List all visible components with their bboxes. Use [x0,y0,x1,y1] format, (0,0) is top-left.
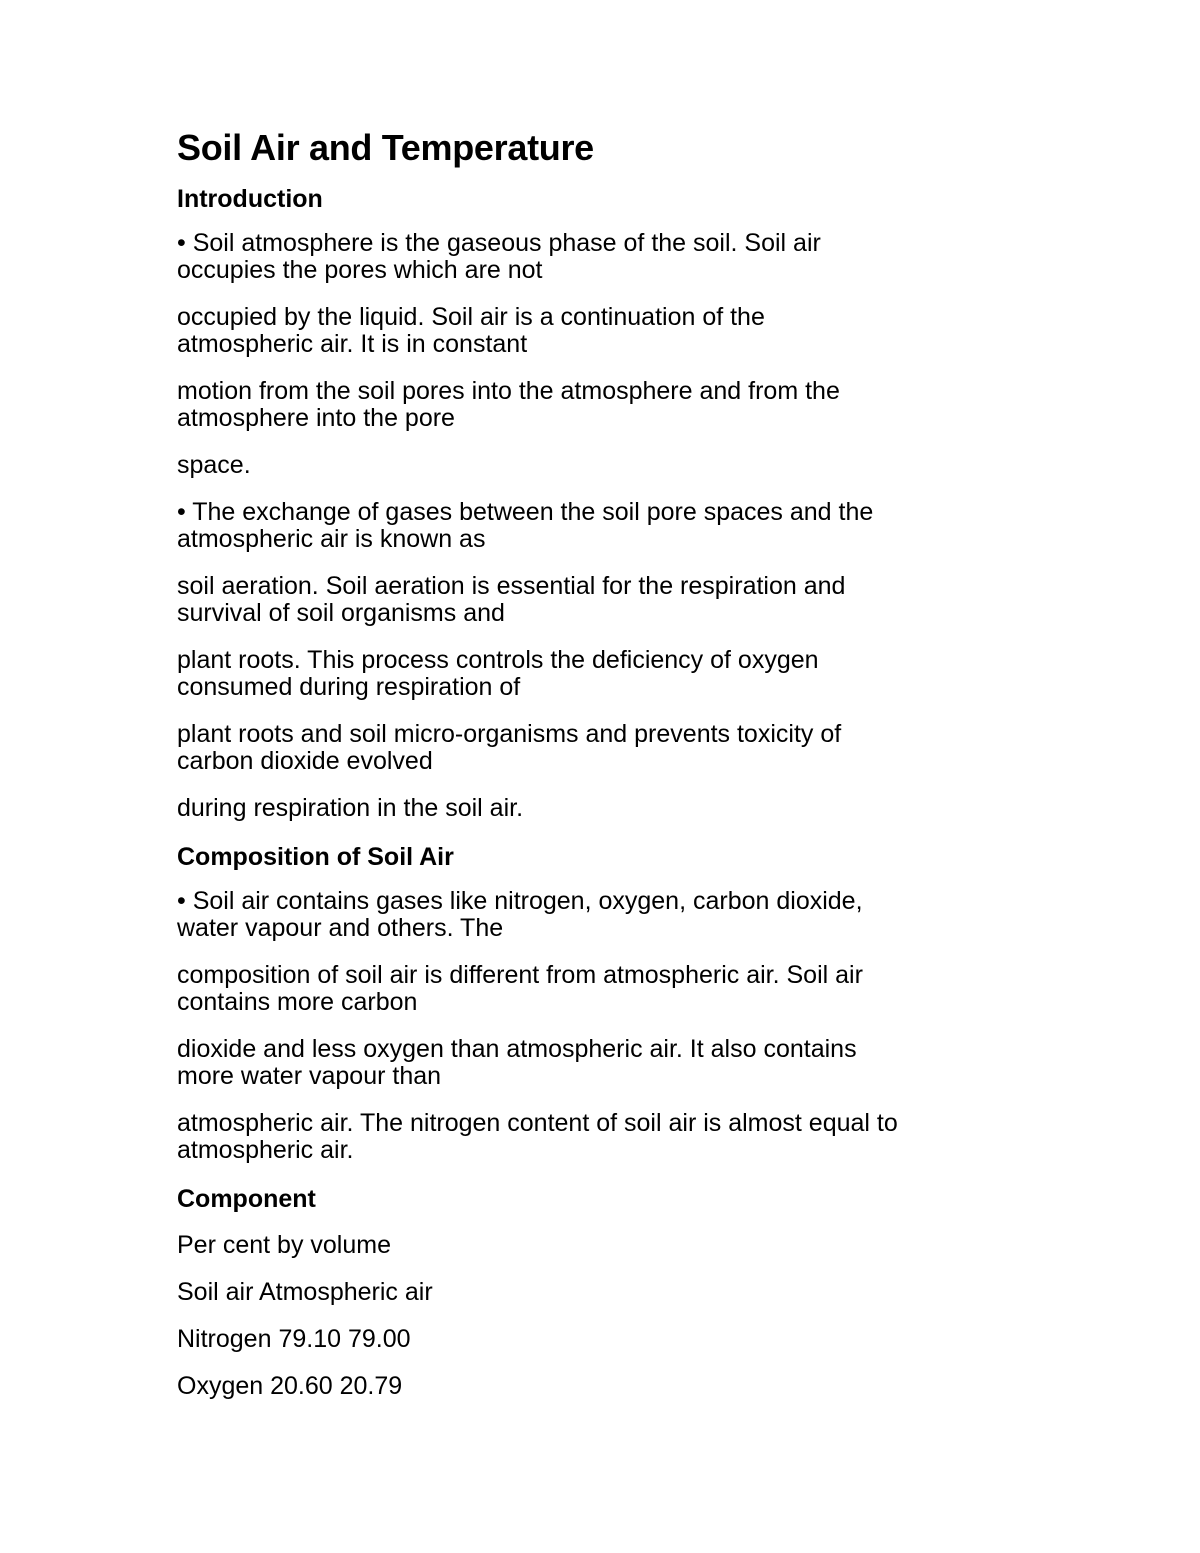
intro-paragraph [177,573,1057,627]
intro-paragraph [177,378,1057,432]
text-line: soil aeration. Soil aeration is essential for the respiration and [177,572,846,600]
intro-paragraph [177,230,1057,284]
text-line: plant roots and soil micro-organisms and prevents toxicity of [177,720,842,748]
text-line: space. [177,451,251,479]
section-heading-component: Component [177,1185,316,1213]
text-line: occupied by the liquid. Soil air is a continuation of the [177,303,765,331]
composition-paragraph [177,962,1057,1016]
component-line: Per cent by volume [177,1231,391,1259]
intro-paragraph [177,452,1057,479]
text-line: carbon dioxide evolved [177,747,433,775]
section-heading-introduction: Introduction [177,185,323,213]
component-line: Oxygen 20.60 20.79 [177,1372,403,1400]
text-line: plant roots. This process controls the deficiency of oxygen [177,646,819,674]
text-line: atmospheric air. It is in constant [177,330,528,358]
component-line: Soil air Atmospheric air [177,1278,433,1306]
intro-paragraph [177,795,1057,822]
text-line: atmospheric air. [177,1136,354,1164]
text-line: atmospheric air. The nitrogen content of soil air is almost equal to [177,1109,898,1137]
text-line: water vapour and others. The [177,914,504,942]
intro-paragraph [177,721,1057,775]
composition-paragraph [177,1036,1057,1090]
text-line: occupies the pores which are not [177,256,543,284]
component-line: Nitrogen 79.10 79.00 [177,1325,411,1353]
text-line: more water vapour than [177,1062,442,1090]
composition-paragraph [177,1110,1057,1164]
intro-paragraph [177,647,1057,701]
text-line: contains more carbon [177,988,418,1016]
text-line: during respiration in the soil air. [177,794,524,822]
text-line: atmospheric air is known as [177,525,486,553]
text-line: dioxide and less oxygen than atmospheric air. It also contains [177,1035,857,1063]
text-line: consumed during respiration of [177,673,521,701]
intro-paragraph [177,304,1057,358]
text-line: • The exchange of gases between the soil pore spaces and the [177,498,874,526]
document-title: Soil Air and Temperature [177,127,594,168]
text-line: • Soil air contains gases like nitrogen, oxygen, carbon dioxide, [177,887,863,915]
text-line: composition of soil air is different from atmospheric air. Soil air [177,961,863,989]
text-line: atmosphere into the pore [177,404,455,432]
composition-paragraph [177,888,1057,942]
intro-paragraph [177,499,1057,553]
text-line: • Soil atmosphere is the gaseous phase of the soil. Soil air [177,229,821,257]
text-line: survival of soil organisms and [177,599,505,627]
text-line: motion from the soil pores into the atmosphere and from the [177,377,840,405]
section-heading-composition: Composition of Soil Air [177,843,454,871]
document-page [177,126,1057,1418]
